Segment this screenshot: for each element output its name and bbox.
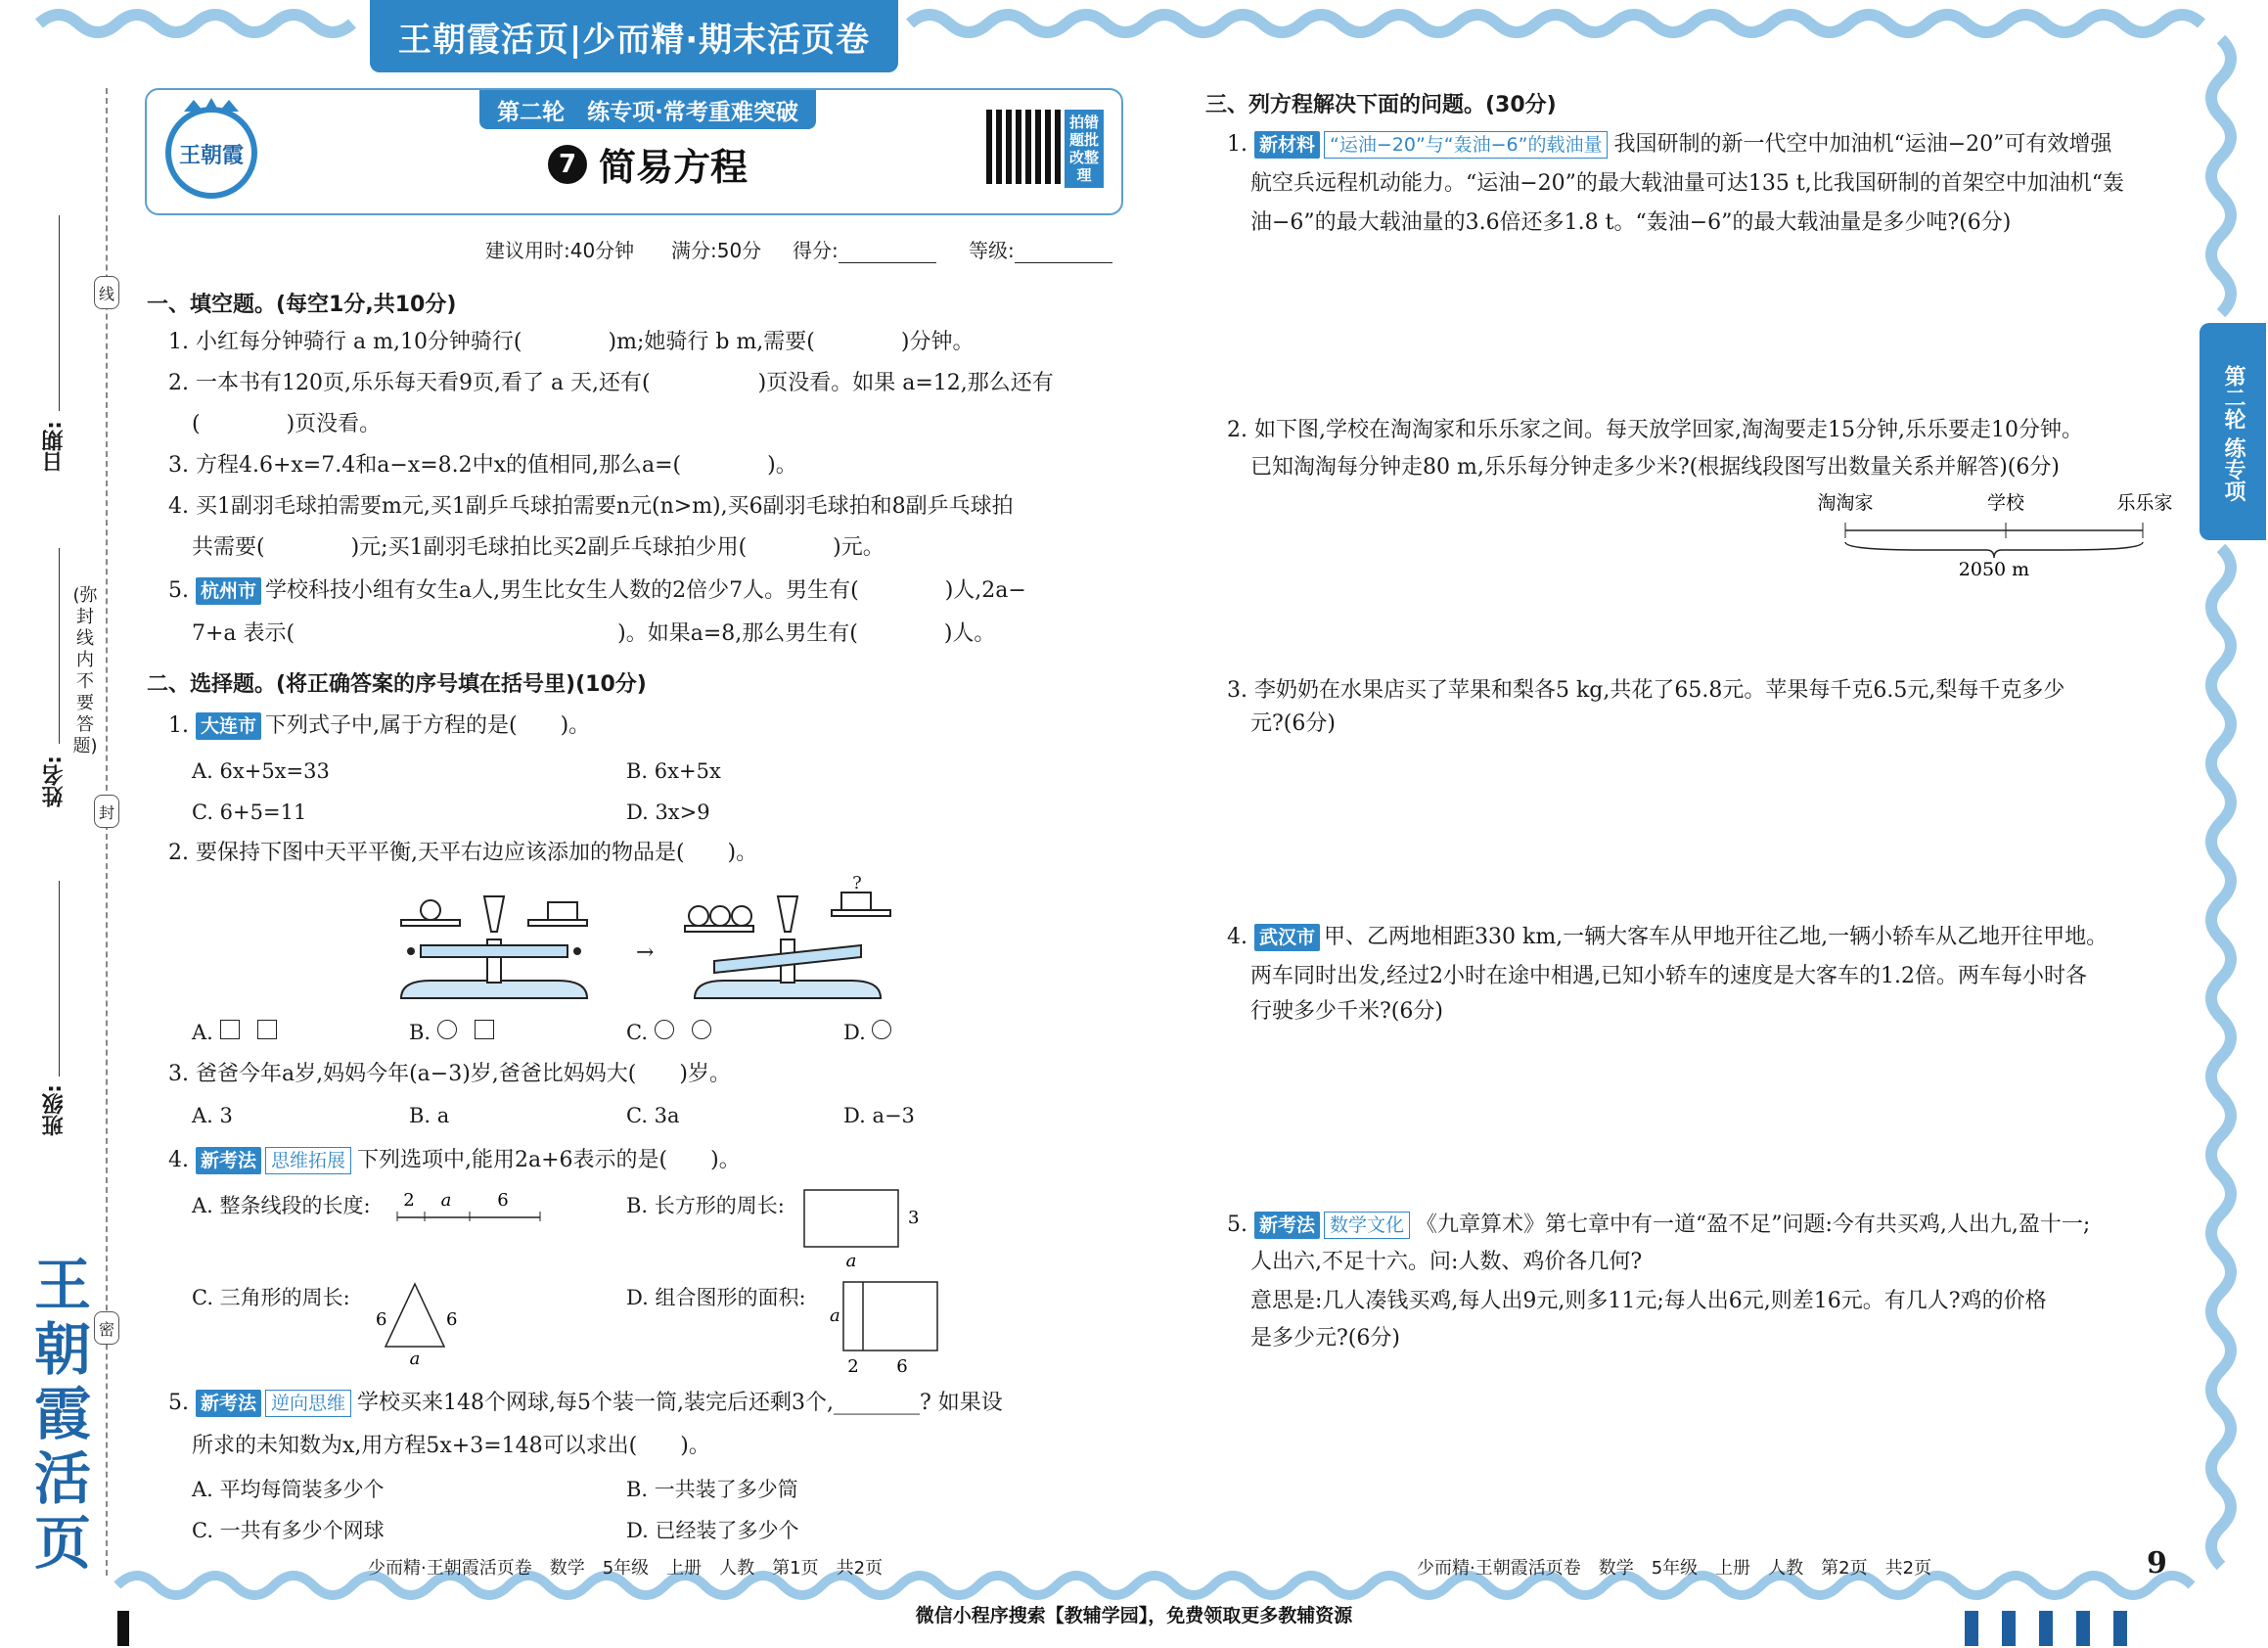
lesson-title-text: 简易方程 — [599, 146, 748, 189]
s2-q3-opt-b[interactable]: B. a — [409, 1104, 450, 1127]
svg-text:乐乐家: 乐乐家 — [2116, 492, 2173, 514]
s1-q1: 1. 小红每分钟骑行 a m,10分钟骑行( )m;她骑行 b m,需要( )分钟。 — [168, 330, 975, 354]
s2-q1-opt-b[interactable]: B. 6x+5x — [626, 759, 721, 783]
s2-q2-opt-b[interactable]: B. — [409, 1020, 494, 1044]
logo-text: 王朝霞 — [178, 143, 245, 168]
s2-q4: 4. 新考法 思维拓展 下列选项中,能用2a+6表示的是( )。 — [168, 1148, 741, 1172]
s1-q2b: ( )页没看。 — [192, 412, 382, 436]
s2-q3-opt-a[interactable]: A. 3 — [192, 1104, 233, 1127]
tag-math-culture: 数学文化 — [1324, 1212, 1410, 1239]
binding-line — [106, 88, 108, 1576]
s1-q5b: 7+a 表示( )。如果a=8,那么男生有( )人。 — [192, 621, 996, 646]
svg-text:a: a — [440, 1190, 452, 1211]
s2-q5-opt-a[interactable]: A. 平均每筒装多少个 — [192, 1478, 385, 1501]
series-banner: 王朝霞活页|少而精·期末活页卷 — [370, 0, 898, 72]
s2-q1: 1. 大连市 下列式子中,属于方程的是( )。 — [168, 713, 591, 738]
s2-q4-opt-a[interactable]: A. 整条线段的长度: — [192, 1194, 371, 1217]
scan-mark — [2039, 1611, 2053, 1646]
scan-mark — [1965, 1611, 1978, 1646]
tag-new-method: 新考法 — [1254, 1212, 1320, 1239]
seal-mark-1: 线 — [94, 276, 119, 309]
region-tag: 大连市 — [196, 712, 261, 740]
name-line[interactable] — [59, 548, 60, 744]
segment-diagram — [391, 1186, 548, 1225]
s2-q1-opt-a[interactable]: A. 6x+5x=33 — [192, 759, 330, 783]
s2-q2-opt-d[interactable]: D. — [843, 1020, 891, 1044]
grade-label: 等级: — [969, 235, 1112, 263]
s3-q4b: 两车同时出发,经过2小时在途中相遇,已知小轿车的速度是大客车的1.2倍。两车每小时各 — [1250, 964, 2087, 988]
s2-q5-opt-d[interactable]: D. 已经装了多少个 — [626, 1519, 799, 1542]
lesson-number: 7 — [548, 145, 587, 184]
triangle-diagram — [372, 1278, 460, 1369]
arrow-icon: → — [636, 940, 655, 965]
s2-q3-opt-c[interactable]: C. 3a — [626, 1104, 680, 1127]
s2-q3-opt-d[interactable]: D. a−3 — [843, 1104, 915, 1127]
s1-q3: 3. 方程4.6+x=7.4和a−x=8.2中x的值相同,那么a=( )。 — [168, 453, 797, 478]
scan-mark — [117, 1611, 129, 1646]
s3-q4a: 4. 武汉市 甲、乙两地相距330 km,一辆大客车从甲地开往乙地,一辆小轿车从乙地开往甲地。 — [1227, 925, 2109, 949]
s2-q5b: 所求的未知数为x,用方程5x+3=148可以求出( )。 — [192, 1434, 710, 1458]
s2-q2-opt-c[interactable]: C. — [626, 1020, 711, 1044]
full-score: 满分:50分 — [671, 239, 762, 262]
s3-q4c: 行驶多少千米?(6分) — [1250, 999, 1443, 1024]
svg-text:2050 m: 2050 m — [1958, 559, 2030, 580]
s3-q5d: 是多少元?(6分) — [1250, 1326, 1400, 1350]
combined-shape-diagram — [828, 1278, 945, 1376]
s3-q5a: 5. 新考法 数学文化 《九章算术》第七章中有一道“盈不足”问题:今有共买鸡,人出九,盈十一; — [1227, 1213, 2091, 1237]
round-tag: 第二轮 练专项·常考重难突破 — [479, 90, 816, 129]
balance-scale-2 — [685, 873, 890, 998]
region-tag: 杭州市 — [196, 577, 261, 605]
tag-new-method: 新考法 — [196, 1390, 261, 1417]
section-1-title: 一、填空题。(每空1分,共10分) — [147, 293, 457, 317]
svg-text:淘淘家: 淘淘家 — [1817, 492, 1874, 514]
s2-q3: 3. 爸爸今年a岁,妈妈今年(a−3)岁,爸爸比妈妈大( )岁。 — [168, 1062, 731, 1086]
s2-q4-opt-d[interactable]: D. 组合图形的面积: — [626, 1286, 806, 1309]
s3-q3b: 元?(6分) — [1250, 711, 1336, 736]
tag-new-material: 新材料 — [1254, 131, 1320, 159]
s3-q2b: 已知淘淘每分钟走80 m,乐乐每分钟走多少米?(根据线段图写出数量关系并解答)(6分) — [1250, 455, 2060, 480]
footer-right: 少而精·王朝霞活页卷 数学 5年级 上册 人教 第2页 共2页 — [1417, 1558, 1932, 1579]
score-label: 得分: — [793, 235, 936, 263]
s3-q3a: 3. 李奶奶在水果店买了苹果和梨各5 kg,共花了65.8元。苹果每千克6.5元,梨每千克多少 — [1227, 678, 2065, 703]
s3-q5b: 人出六,不足十六。问:人数、鸡价各几何? — [1250, 1250, 1643, 1274]
s2-q4-opt-b[interactable]: B. 长方形的周长: — [626, 1194, 785, 1217]
rectangle-diagram — [800, 1186, 920, 1271]
svg-text:a: a — [409, 1349, 421, 1369]
s2-q1-opt-d[interactable]: D. 3x>9 — [626, 801, 710, 824]
svg-text:6: 6 — [896, 1356, 908, 1377]
question-mark: ? — [852, 873, 862, 893]
seal-mark-2: 封 — [94, 795, 119, 828]
seal-mark-3: 密 — [94, 1311, 119, 1345]
date-line[interactable] — [59, 215, 60, 411]
section-3-title: 三、列方程解决下面的问题。(30分) — [1205, 93, 1557, 117]
s2-q5-opt-b[interactable]: B. 一共装了多少筒 — [626, 1478, 798, 1501]
s1-q5a: 5. 杭州市 学校科技小组有女生a人,男生比女生人数的2倍少7人。男生有( )人,2a− — [168, 578, 1026, 603]
svg-text:6: 6 — [446, 1309, 458, 1330]
s3-q5c: 意思是:几人凑钱买鸡,每人出9元,则多11元;每人出6元,则差16元。有几人?鸡的价格 — [1250, 1289, 2047, 1313]
brand-vertical: 王朝霞活页 — [33, 1252, 91, 1577]
svg-text:学校: 学校 — [1986, 492, 2025, 514]
s2-q5a: 5. 新考法 逆向思维 学校买来148个网球,每5个装一筒,装完后还剩3个,________? 如果设 — [168, 1391, 1003, 1415]
date-label: 日期: — [42, 421, 67, 473]
tag-thinking: 思维拓展 — [265, 1147, 351, 1174]
region-tag: 武汉市 — [1254, 924, 1320, 951]
svg-text:a: a — [830, 1305, 840, 1326]
svg-text:6: 6 — [497, 1190, 509, 1211]
tag-new-method: 新考法 — [196, 1147, 261, 1174]
svg-text:2: 2 — [847, 1356, 859, 1377]
scan-mark — [2113, 1611, 2127, 1646]
suggested-time: 建议用时:40分钟 — [485, 239, 635, 262]
class-label: 班级: — [42, 1084, 67, 1136]
segment-line-diagram — [1800, 489, 2192, 580]
svg-text:6: 6 — [376, 1309, 387, 1330]
svg-text:a: a — [845, 1251, 857, 1271]
class-line[interactable] — [59, 881, 60, 1076]
tag-reverse-thinking: 逆向思维 — [265, 1390, 351, 1417]
page-number: 9 — [2147, 1546, 2167, 1580]
s3-q1a: 1. 新材料 “运油−20”与“轰油−6”的载油量 我国研制的新一代空中加油机“运油−20”可有效增强 — [1227, 132, 2112, 157]
lesson-title — [548, 137, 748, 191]
footer-left: 少而精·王朝霞活页卷 数学 5年级 上册 人教 第1页 共2页 — [368, 1558, 884, 1579]
s3-q2a: 2. 如下图,学校在淘淘家和乐乐家之间。每天放学回家,淘淘要走15分钟,乐乐要走10分钟。 — [1227, 418, 2083, 442]
name-label: 姓名: — [42, 755, 67, 807]
s1-q2a: 2. 一本书有120页,乐乐每天看9页,看了 a 天,还有( )页没看。如果 a=12,那么还有 — [168, 371, 1054, 395]
qr-code-icon[interactable] — [986, 110, 1061, 184]
qr-tag: 拍错题批改整理 — [1065, 110, 1104, 188]
s2-q5-opt-c[interactable]: C. 一共有多少个网球 — [192, 1519, 385, 1542]
promo-note: 微信小程序搜索【教辅学园】，免费领取更多教辅资源 — [915, 1605, 1353, 1626]
s2-q2-opt-a[interactable]: A. — [192, 1020, 277, 1044]
scan-mark — [2002, 1611, 2016, 1646]
tag-topic: “运油−20”与“轰油−6”的载油量 — [1324, 131, 1608, 159]
s1-q4b: 共需要( )元;买1副羽毛球拍比买2副乒乓球拍少用( )元。 — [192, 535, 885, 560]
balance-scale-1 — [401, 896, 587, 998]
publisher-logo — [162, 94, 260, 204]
s3-q1c: 油−6”的最大载油量的3.6倍还多1.8 t。“轰油−6”的最大载油量是多少吨?(6分) — [1250, 210, 2012, 235]
s2-q2: 2. 要保持下图中天平平衡,天平右边应该添加的物品是( )。 — [168, 841, 758, 865]
section-2-title: 二、选择题。(将正确答案的序号填在括号里)(10分) — [147, 672, 647, 697]
s2-q4-opt-c[interactable]: C. 三角形的周长: — [192, 1286, 350, 1309]
no-answer-warning: (弥封线内不要答题) — [72, 585, 98, 756]
s2-q1-opt-c[interactable]: C. 6+5=11 — [192, 801, 307, 824]
svg-text:3: 3 — [908, 1208, 920, 1228]
balance-scale-figure — [391, 873, 939, 1010]
scan-mark — [2076, 1611, 2090, 1646]
s1-q4a: 4. 买1副羽毛球拍需要m元,买1副乒乓球拍需要n元(n>m),买6副羽毛球拍和8副乒乓球拍 — [168, 494, 1014, 519]
right-round-tab: 第二轮 练专项 — [2200, 323, 2266, 540]
s3-q1b: 航空兵远程机动能力。“运油−20”的最大载油量可达135 t,比我国研制的首架空中加油机“轰 — [1250, 171, 2124, 196]
svg-text:2: 2 — [403, 1190, 415, 1211]
